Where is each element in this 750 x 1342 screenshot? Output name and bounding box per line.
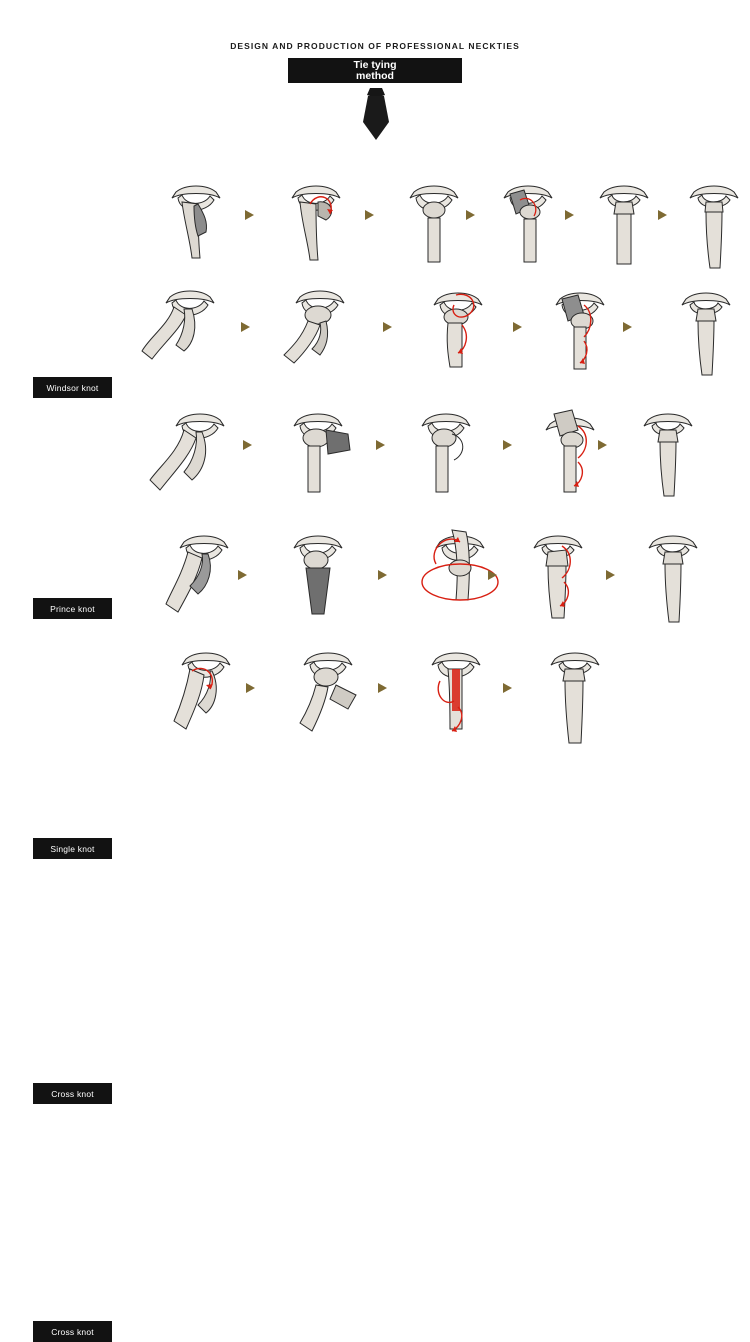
necktie-icon — [356, 88, 396, 140]
windsor-arrow-1 — [245, 210, 254, 220]
prince-arrow-4 — [623, 322, 632, 332]
prince-arrow-1 — [241, 322, 250, 332]
single-arrow-3 — [503, 440, 512, 450]
prince-step-5 — [648, 285, 750, 390]
single-step-4 — [520, 400, 625, 515]
prince-step-3 — [406, 285, 511, 390]
windsor-step-2 — [278, 180, 353, 280]
page-title — [288, 58, 462, 83]
windsor-arrow-4 — [565, 210, 574, 220]
row-label-single-knot: Single knot — [33, 838, 112, 859]
single-arrow-1 — [243, 440, 252, 450]
cross2-step-4 — [523, 651, 628, 751]
cross2-arrow-2 — [378, 683, 387, 693]
prince-step-1 — [128, 285, 233, 390]
steps-single-knot — [128, 400, 750, 510]
prince-step-2 — [268, 285, 373, 390]
cross1-step-2 — [268, 528, 373, 638]
cross2-arrow-1 — [246, 683, 255, 693]
single-step-2 — [270, 408, 375, 513]
row-label-cross-knot-2: Cross knot — [33, 1321, 112, 1342]
windsor-arrow-2 — [365, 210, 374, 220]
row-label-windsor-knot: Windsor knot — [33, 377, 112, 398]
windsor-step-3 — [396, 180, 471, 280]
cross1-arrow-4 — [606, 570, 615, 580]
cross1-arrow-1 — [238, 570, 247, 580]
prince-arrow-3 — [513, 322, 522, 332]
row-prince-knot — [0, 285, 750, 614]
prince-arrow-2 — [383, 322, 392, 332]
page-title-line2: method — [356, 69, 394, 82]
single-arrow-2 — [376, 440, 385, 450]
cross2-arrow-3 — [503, 683, 512, 693]
cross1-arrow-3 — [488, 570, 497, 580]
cross1-step-5 — [623, 528, 728, 638]
cross1-arrow-2 — [378, 570, 387, 580]
row-windsor-knot — [0, 175, 750, 393]
cross1-step-4 — [506, 528, 611, 638]
cross1-step-1 — [150, 528, 255, 638]
row-label-prince-knot: Prince knot — [33, 598, 112, 619]
cross2-step-3 — [400, 645, 510, 751]
steps-cross-knot-1 — [128, 520, 750, 640]
windsor-step-6 — [676, 180, 750, 280]
single-step-1 — [138, 408, 243, 513]
page-title-line1: Tie tying — [353, 58, 397, 71]
single-step-3 — [396, 408, 501, 513]
header — [0, 0, 750, 150]
steps-windsor-knot — [128, 175, 750, 280]
windsor-step-5 — [586, 180, 661, 280]
row-label-cross-knot-1: Cross knot — [33, 1083, 112, 1104]
tagline: DESIGN AND PRODUCTION OF PROFESSIONAL NECKTIES — [230, 41, 520, 51]
windsor-step-1 — [158, 180, 233, 280]
steps-cross-knot-2 — [128, 645, 750, 751]
cross2-step-2 — [278, 651, 383, 751]
windsor-arrow-5 — [658, 210, 667, 220]
windsor-step-4 — [490, 180, 565, 280]
prince-step-4 — [528, 285, 633, 390]
single-arrow-4 — [598, 440, 607, 450]
cross2-step-1 — [156, 651, 261, 751]
single-step-5 — [618, 408, 723, 513]
windsor-arrow-3 — [466, 210, 475, 220]
steps-prince-knot — [128, 285, 750, 390]
